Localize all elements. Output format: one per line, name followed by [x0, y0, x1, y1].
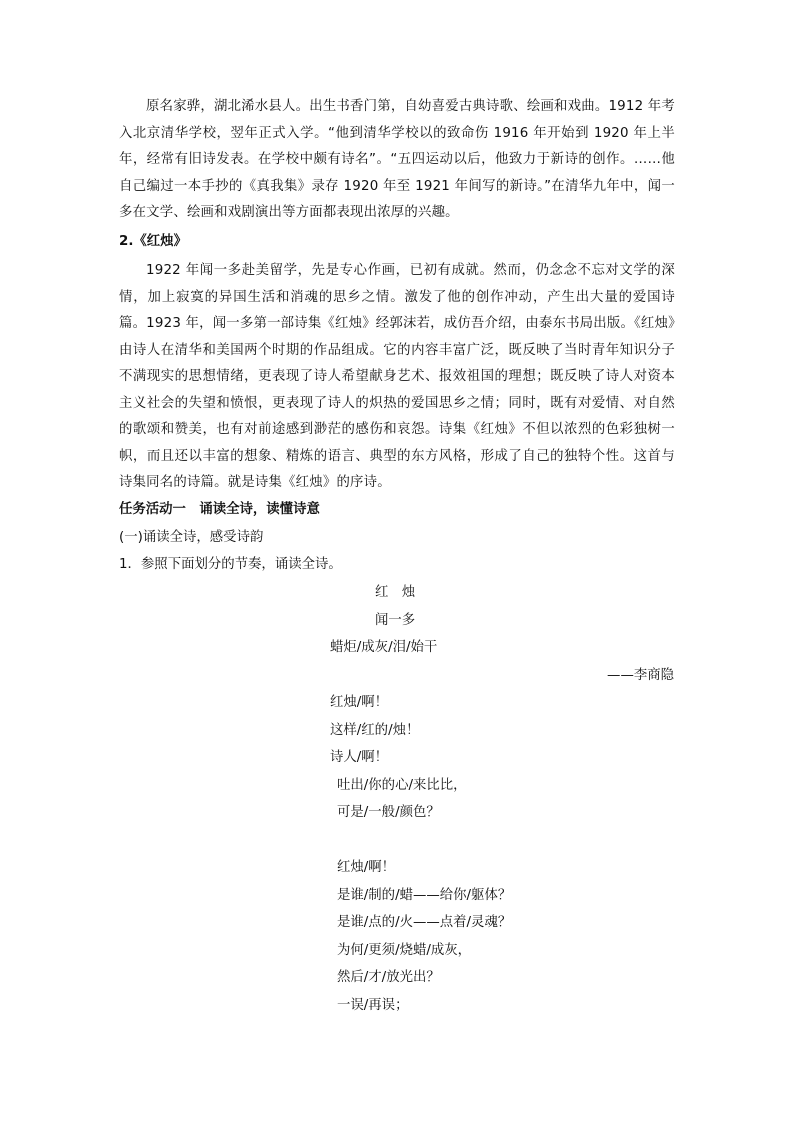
poem-line: 是谁/点的/火——点着/灵魂？	[337, 915, 512, 930]
poem-line: 红烛/啊！	[337, 860, 396, 875]
poem-line: 吐出/你的心/来比比，	[337, 778, 467, 793]
intro-paragraph: 原名家骅，湖北浠水县人。出生书香门第，自幼喜爱古典诗歌、绘画和戏曲。1912 年考入北京清华学校，翌年正式入学。“他到清华学校以的致命伤 1916 年开始到 1920 年上半年，经常有旧诗发表。在学校中颇有诗名”。“五四运动以后，他致力于新诗的创作。……他自己编过一本手抄的《真我集》录存 1920 年至 1921 年间写的新诗。”在清华九年中，闻一多在文学、绘画和戏剧演出等方面都表现出浓厚的兴趣。	[119, 99, 675, 220]
poem-line: 诗人/啊！	[330, 750, 389, 765]
poem-line: 可是/一般/颜色？	[337, 805, 440, 820]
task-heading: 任务活动一 诵读全诗，读懂诗意	[119, 502, 320, 517]
poem-title: 红 烛	[375, 585, 416, 600]
poem-epigraph: 蜡炬/成灰/泪/始干	[330, 640, 438, 655]
hongzhu-paragraph: 1922 年闻一多赴美留学，先是专心作画，已初有成就。然而，仍念念不忘对文学的深情，加上寂寞的异国生活和消魂的思乡之情。激发了他的创作冲动，产生出大量的爱国诗篇。1923 年，闻一多第一部诗集《红烛》经郭沫若，成仿吾介绍，由泰东书局出版。《红烛》由诗人在清华和美国两个时期的作品组成。它的内容丰富广泛，既反映了当时青年知识分子不满现实的思想情绪，更表现了诗人希望献身艺术、报效祖国的理想；既反映了诗人对资本主义社会的失望和愤恨，更表现了诗人的炽热的爱国思乡之情；同时，既有对爱情、对自然的歌颂和赞美，也有对前途感到渺茫的感伤和哀怨。诗集《红烛》不但以浓烈的色彩独树一帜，而且还以丰富的想象、精炼的语言、典型的东方风格，形成了自己的独特个性。这首与诗集同名的诗篇。就是诗集《红烛》的序诗。	[119, 263, 675, 490]
poem-line: 这样/红的/烛！	[330, 723, 420, 738]
section-heading: 2.《红烛》	[119, 234, 187, 249]
poem-line: 是谁/制的/蜡——给你/躯体？	[337, 888, 512, 903]
poem-line: 一误/再误；	[337, 998, 409, 1013]
epigraph-source: ——李商隐	[607, 668, 674, 683]
instruction: 1．参照下面划分的节奏，诵读全诗。	[119, 557, 342, 572]
poem-author: 闻一多	[375, 613, 416, 628]
sub-heading: (一)诵读全诗，感受诗韵	[119, 530, 264, 545]
poem-line: 然后/才/放光出？	[337, 970, 440, 985]
poem-line: 红烛/啊！	[330, 695, 389, 710]
poem-line: 为何/更须/烧蜡/成灰，	[337, 943, 472, 958]
